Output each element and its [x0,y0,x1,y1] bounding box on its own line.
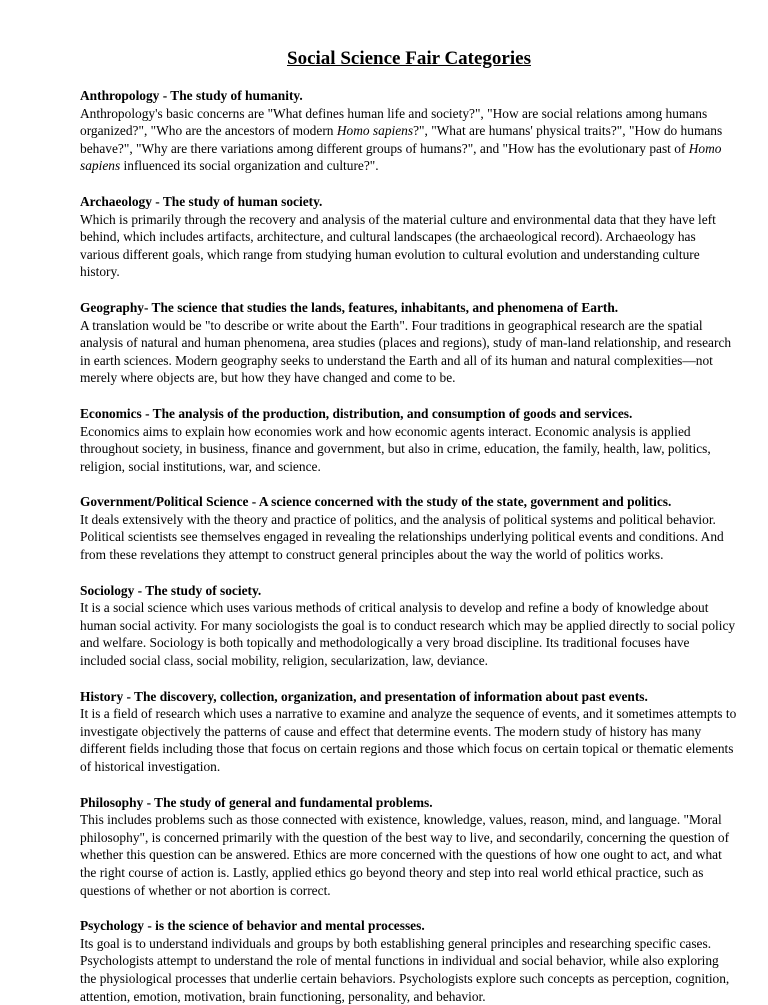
section-sociology [80,582,738,670]
section-heading: Government/Political Science - A science concerned with the study of the state, government and politics. [80,494,672,510]
section-heading: Anthropology - The study of humanity. [80,88,303,103]
section-body: It is a field of research which uses a narrative to examine and analyze the sequence of events, and it sometimes attempts to investigate objectively the patterns of cause and effect that determine events. The modern study of history has many different fields including those that focus on certain regions and those which focus on certain topical or thematic elements of historical investigation. [80,706,737,774]
section-body: A translation would be "to describe or write about the Earth". Four traditions in geographical research are the spatial analysis of natural and human phenomena, area studies (places and regions), study of man-land relationship, and research in earth sciences. Modern geography seeks to understand the Earth and all of its human and natural complexities—not merely where objects are, but how they have changed and come to be. [80,317,732,386]
section-body [80,105,738,175]
body-text: Anthropology's basic concerns are "What defines human life and society?", "How are social relations among humans organized?", "Who are the ancestors of modern [80,105,708,139]
section-philosophy [80,794,738,900]
section-political-science [80,493,738,563]
page-title: Social Science Fair Categories [287,48,531,69]
section-heading: Geography- The science that studies the lands, features, inhabitants, and phenomena of Earth. [80,299,619,315]
body-text: ?", "What are humans' physical traits?", "How do humans behave?", "Why are there variations among different groups of humans?", and "How has the evolutionary past of [80,123,723,156]
section-body: Its goal is to understand individuals and groups by both establishing general principles and researching specific cases. Psychologists attempt to understand the role of mental functions in individual and social behavior, while also exploring the physiological processes that underlie certain behaviors. Psychologists explore such concepts as perception, cognition, attention, emotion, motivation, brain functioning, personality, and behavior. [80,935,730,1004]
section-archaeology [80,193,738,281]
italic-term: Homo sapiens [80,140,722,174]
section-geography [80,299,738,387]
section-body: Which is primarily through the recovery and analysis of the material culture and environmental data that they have left behind, which includes artifacts, architecture, and cultural landscapes (the archaeological record). Archaeology has various different goals, which range from studying human evolution to cultural evolution and understanding culture history. [80,211,716,280]
section-anthropology [80,87,738,175]
section-psychology [80,917,738,1005]
section-body: It is a social science which uses various methods of critical analysis to develop and refine a body of knowledge about human social activity. For many sociologists the goal is to conduct research which may be applied directly to social policy and welfare. Sociology is both topically and methodologically a very broad discipline. Its traditional focuses have included social class, social mobility, religion, secularization, law, deviance. [80,600,736,669]
section-heading: Psychology - is the science of behavior and mental processes. [80,918,425,934]
italic-term: Homo sapiens [336,123,414,139]
section-body: It deals extensively with the theory and practice of politics, and the analysis of political systems and political behavior. Political scientists see themselves engaged in revealing the relationships underlying political events and conditions. And from these revelations they attempt to construct general principles about the way the world of politics works. [80,511,724,563]
section-heading: Philosophy - The study of general and fundamental problems. [80,794,433,810]
section-heading: Archaeology - The study of human society. [80,193,323,209]
section-history [80,688,738,776]
section-body: Economics aims to explain how economies work and how economic agents interact. Economic analysis is applied throughout society, in business, finance and government, but also in crime, education, the family, health, law, politics, religion, social institutions, war, and science. [80,423,711,474]
section-heading: Economics - The analysis of the production, distribution, and consumption of goods and services. [80,405,633,421]
body-text: influenced its social organization and culture?". [120,158,379,174]
section-heading: History - The discovery, collection, organization, and presentation of information about past events. [80,688,648,704]
section-heading: Sociology - The study of society. [80,582,262,598]
section-economics [80,405,738,475]
section-body: This includes problems such as those connected with existence, knowledge, values, reason, mind, and language. "Moral philosophy", is concerned primarily with the question of the best way to live, and secondarily, concerning the question of whether this question can be answered. Ethics are more concerned with the questions of how one ought to act, and what the right course of action is. Lastly, applied ethics go beyond theory and step into real world ethical practice, such as questions of whether or not abortion is correct. [80,812,730,898]
